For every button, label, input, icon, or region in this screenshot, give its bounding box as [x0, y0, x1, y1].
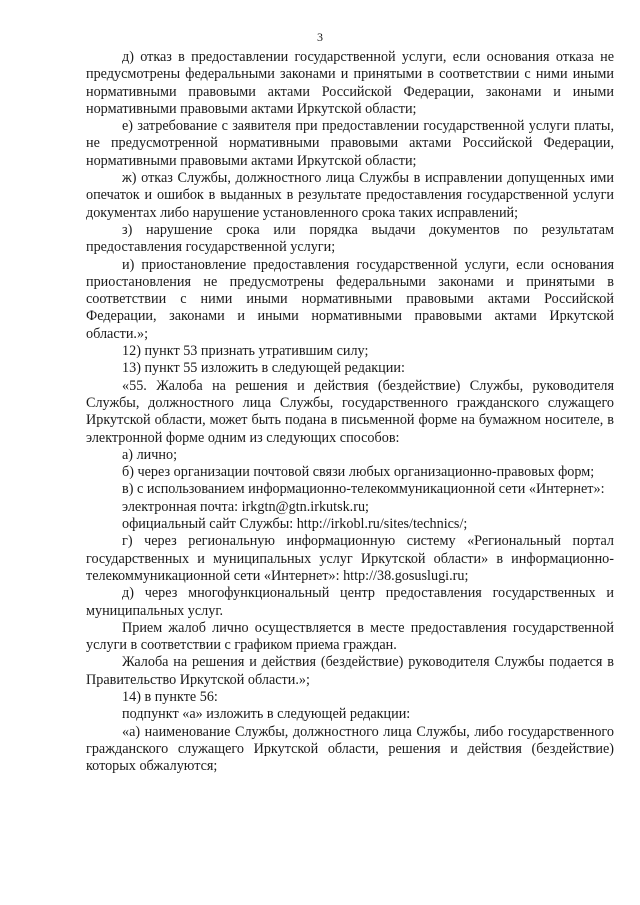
paragraph-i-suspension: и) приостановление предоставления государственной услуги, если основания приостановления не предусмотрены федеральными законами и принятыми в соответствии с ними иными нормативными правовыми актами Российской Федерации, законами и иными нормативными правовыми актами Иркутской области.»;: [86, 256, 614, 342]
paragraph-a-name: «а) наименование Службы, должностного лица Службы, либо государственного гражданского служащего Иркутской области, решения и действия (бездействие) которых обжалуются;: [86, 723, 614, 775]
paragraph-reception: Прием жалоб лично осуществляется в месте предоставления государственной услуги в соответствии с графиком приема граждан.: [86, 619, 614, 654]
paragraph-d-refusal: д) отказ в предоставлении государственной услуги, если основания отказа не предусмотрены федеральными законами и принятыми в соответствии с ними иными нормативными правовыми актами Российской Федерации, законами и иными нормативными правовыми актами Иркутской области;: [86, 49, 614, 117]
paragraph-v-internet: в) с использованием информационно-телекоммуникационной сети «Интернет»:: [122, 481, 605, 498]
paragraph-b-post: б) через организации почтовой связи любых организационно-правовых форм;: [122, 464, 595, 481]
paragraph-complaint-head: Жалоба на решения и действия (бездействие) руководителя Службы подается в Правительство Иркутской области.»;: [86, 654, 614, 688]
paragraph-a-in-person: а) лично;: [122, 446, 178, 463]
paragraph-website: официальный сайт Службы: http://irkobl.ru/sites/technics/;: [122, 516, 468, 533]
paragraph-item-13: 13) пункт 55 изложить в следующей редакции:: [122, 360, 405, 377]
page-number: 3: [317, 30, 323, 44]
paragraph-item-14: 14) в пункте 56:: [122, 688, 218, 705]
paragraph-subitem-a: подпункт «а» изложить в следующей редакции:: [122, 706, 411, 723]
paragraph-z-deadline: з) нарушение срока или порядка выдачи документов по результатам предоставления государственной услуги;: [86, 221, 614, 256]
paragraph-email: электронная почта: irkgtn@gtn.irkutsk.ru;: [122, 498, 369, 515]
document-body: [86, 49, 614, 775]
paragraph-e-payment: е) затребование с заявителя при предоставлении государственной услуги платы, не предусмотренной нормативными правовыми актами Российской Федерации, нормативными правовыми актами Иркутской области;: [86, 118, 614, 169]
paragraph-g-portal: г) через региональную информационную систему «Региональный портал государственных и муниципальных услуг Иркутской области» в информационно-телекоммуникационной сети «Интернет»: http://38.gosuslugi.ru;: [86, 533, 614, 584]
paragraph-clause-55: «55. Жалоба на решения и действия (бездействие) Службы, руководителя Службы, должностного лица Службы, государственного гражданского служащего Иркутской области, может быть подана в письменной форме на бумажном носителе, в электронной форме одним из следующих способов:: [86, 377, 614, 446]
paragraph-zh-correction: ж) отказ Службы, должностного лица Службы в исправлении допущенных ими опечаток и ошибок в выданных в результате предоставления государственной услуги документах либо нарушение установленного срока таких исправлений;: [86, 170, 614, 221]
paragraph-d-mfc: д) через многофункциональный центр предоставления государственных и муниципальных услуг.: [86, 585, 614, 619]
paragraph-item-12: 12) пункт 53 признать утратившим силу;: [122, 343, 369, 360]
